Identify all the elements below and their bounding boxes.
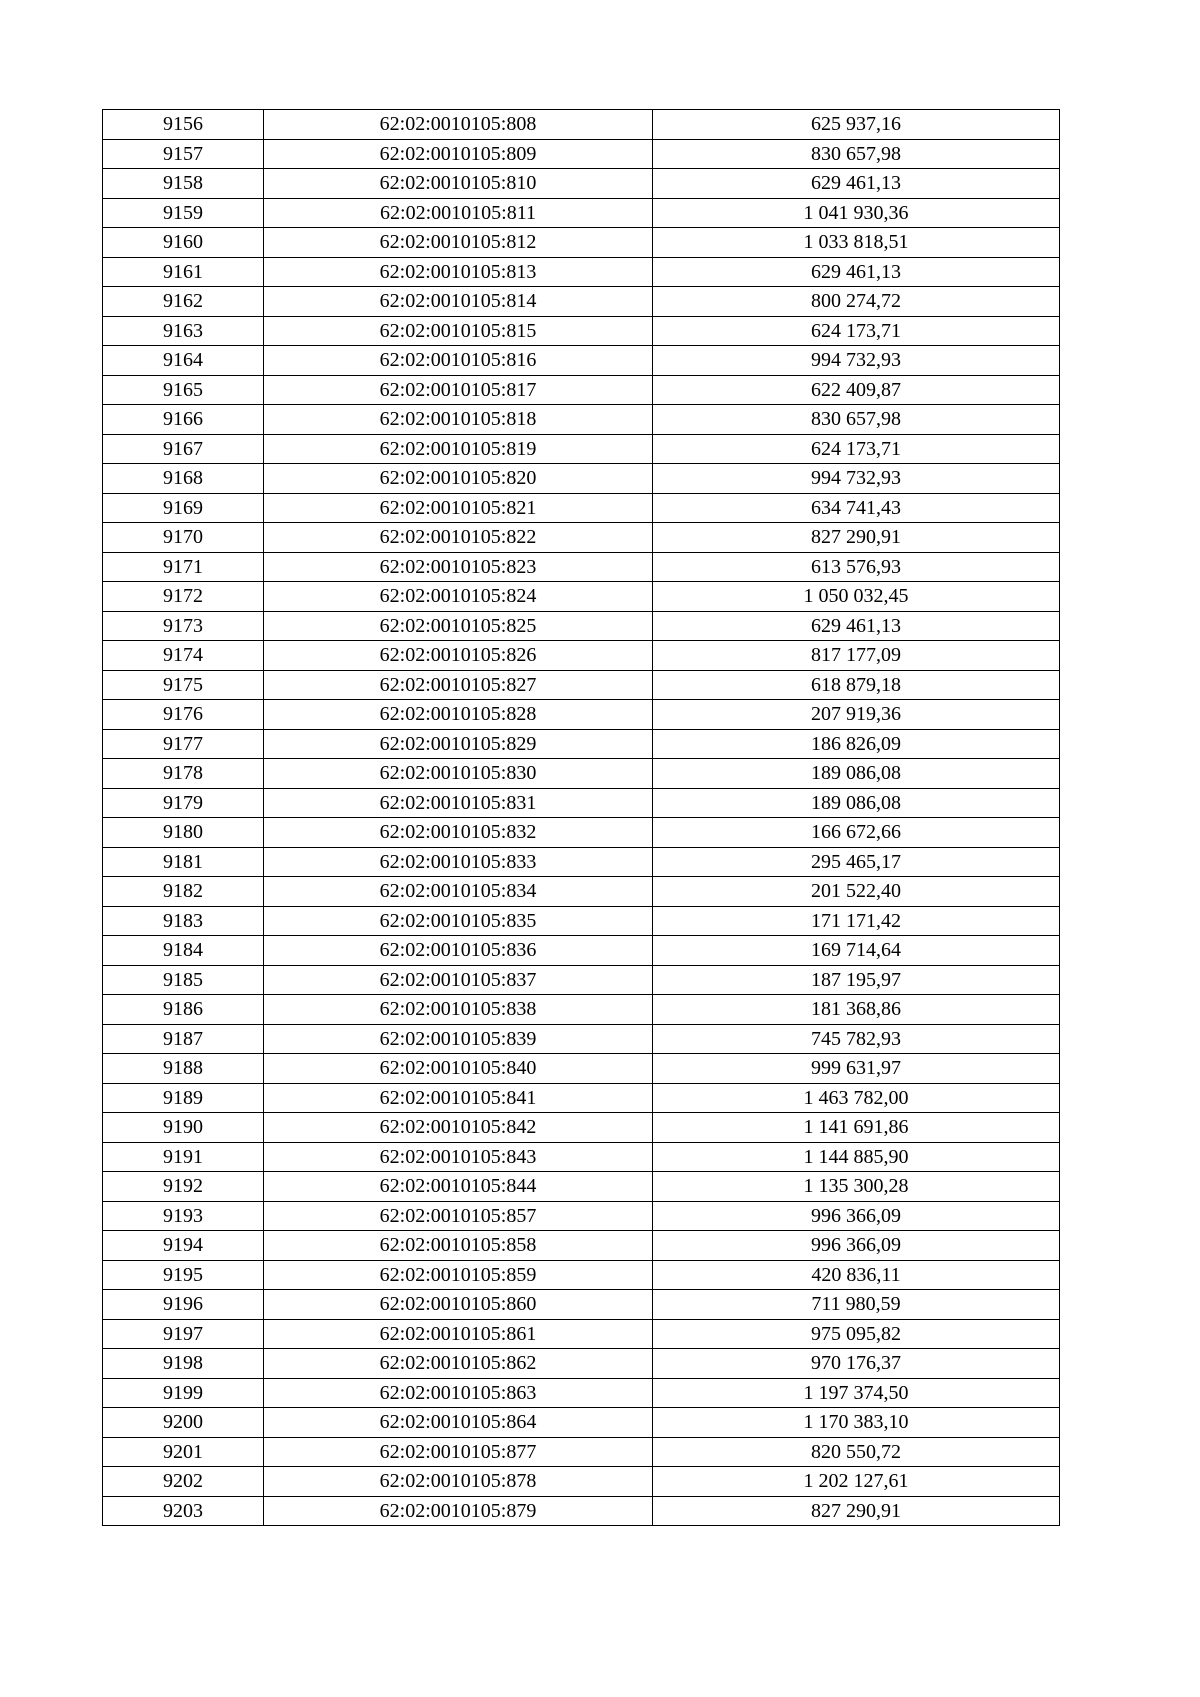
table-row <box>103 1113 1060 1143</box>
row-number-cell: 9203 <box>103 1496 264 1526</box>
cadastral-number-cell: 62:02:0010105:810 <box>264 169 653 199</box>
row-number-cell: 9161 <box>103 257 264 287</box>
table-row <box>103 995 1060 1025</box>
cadastral-number-cell: 62:02:0010105:863 <box>264 1378 653 1408</box>
value-cell: 207 919,36 <box>653 700 1060 730</box>
cadastral-number-cell: 62:02:0010105:858 <box>264 1231 653 1261</box>
value-cell: 975 095,82 <box>653 1319 1060 1349</box>
row-number-cell: 9180 <box>103 818 264 848</box>
value-cell: 745 782,93 <box>653 1024 1060 1054</box>
value-cell: 830 657,98 <box>653 139 1060 169</box>
value-cell: 1 170 383,10 <box>653 1408 1060 1438</box>
cadastral-number-cell: 62:02:0010105:838 <box>264 995 653 1025</box>
table-row <box>103 1319 1060 1349</box>
table-row <box>103 965 1060 995</box>
value-cell: 181 368,86 <box>653 995 1060 1025</box>
cadastral-number-cell: 62:02:0010105:843 <box>264 1142 653 1172</box>
row-number-cell: 9178 <box>103 759 264 789</box>
table-row <box>103 611 1060 641</box>
cadastral-number-cell: 62:02:0010105:814 <box>264 287 653 317</box>
value-cell: 1 050 032,45 <box>653 582 1060 612</box>
cadastral-number-cell: 62:02:0010105:831 <box>264 788 653 818</box>
cadastral-number-cell: 62:02:0010105:822 <box>264 523 653 553</box>
table-row <box>103 1172 1060 1202</box>
value-cell: 970 176,37 <box>653 1349 1060 1379</box>
cadastral-number-cell: 62:02:0010105:859 <box>264 1260 653 1290</box>
table-row <box>103 1142 1060 1172</box>
row-number-cell: 9202 <box>103 1467 264 1497</box>
table-row <box>103 1378 1060 1408</box>
row-number-cell: 9169 <box>103 493 264 523</box>
value-cell: 1 463 782,00 <box>653 1083 1060 1113</box>
cadastral-number-cell: 62:02:0010105:815 <box>264 316 653 346</box>
row-number-cell: 9160 <box>103 228 264 258</box>
table-body <box>103 110 1060 1526</box>
cadastral-number-cell: 62:02:0010105:827 <box>264 670 653 700</box>
cadastral-number-cell: 62:02:0010105:837 <box>264 965 653 995</box>
table-row <box>103 1467 1060 1497</box>
table-row <box>103 877 1060 907</box>
table-row <box>103 375 1060 405</box>
cadastral-number-cell: 62:02:0010105:840 <box>264 1054 653 1084</box>
table-row <box>103 1496 1060 1526</box>
row-number-cell: 9189 <box>103 1083 264 1113</box>
table-row <box>103 729 1060 759</box>
row-number-cell: 9158 <box>103 169 264 199</box>
value-cell: 622 409,87 <box>653 375 1060 405</box>
cadastral-number-cell: 62:02:0010105:823 <box>264 552 653 582</box>
value-cell: 1 033 818,51 <box>653 228 1060 258</box>
cadastral-number-cell: 62:02:0010105:879 <box>264 1496 653 1526</box>
cadastral-number-cell: 62:02:0010105:819 <box>264 434 653 464</box>
table-row <box>103 1083 1060 1113</box>
value-cell: 629 461,13 <box>653 611 1060 641</box>
cadastral-number-cell: 62:02:0010105:826 <box>264 641 653 671</box>
table-row <box>103 1024 1060 1054</box>
row-number-cell: 9177 <box>103 729 264 759</box>
value-cell: 827 290,91 <box>653 523 1060 553</box>
row-number-cell: 9176 <box>103 700 264 730</box>
table-row <box>103 1349 1060 1379</box>
table-row <box>103 1260 1060 1290</box>
table-row <box>103 847 1060 877</box>
value-cell: 169 714,64 <box>653 936 1060 966</box>
cadastral-number-cell: 62:02:0010105:835 <box>264 906 653 936</box>
cadastral-number-cell: 62:02:0010105:834 <box>264 877 653 907</box>
row-number-cell: 9179 <box>103 788 264 818</box>
value-cell: 994 732,93 <box>653 464 1060 494</box>
value-cell: 994 732,93 <box>653 346 1060 376</box>
table-row <box>103 582 1060 612</box>
cadastral-number-cell: 62:02:0010105:816 <box>264 346 653 376</box>
cadastral-number-cell: 62:02:0010105:857 <box>264 1201 653 1231</box>
row-number-cell: 9190 <box>103 1113 264 1143</box>
row-number-cell: 9164 <box>103 346 264 376</box>
cadastral-number-cell: 62:02:0010105:839 <box>264 1024 653 1054</box>
value-cell: 1 041 930,36 <box>653 198 1060 228</box>
value-cell: 618 879,18 <box>653 670 1060 700</box>
table-row <box>103 936 1060 966</box>
table-row <box>103 1290 1060 1320</box>
row-number-cell: 9197 <box>103 1319 264 1349</box>
value-cell: 629 461,13 <box>653 169 1060 199</box>
value-cell: 830 657,98 <box>653 405 1060 435</box>
cadastral-number-cell: 62:02:0010105:809 <box>264 139 653 169</box>
row-number-cell: 9156 <box>103 110 264 140</box>
row-number-cell: 9193 <box>103 1201 264 1231</box>
value-cell: 711 980,59 <box>653 1290 1060 1320</box>
row-number-cell: 9201 <box>103 1437 264 1467</box>
row-number-cell: 9166 <box>103 405 264 435</box>
row-number-cell: 9183 <box>103 906 264 936</box>
table-row <box>103 552 1060 582</box>
cadastral-number-cell: 62:02:0010105:861 <box>264 1319 653 1349</box>
cadastral-number-cell: 62:02:0010105:820 <box>264 464 653 494</box>
value-cell: 625 937,16 <box>653 110 1060 140</box>
table-row <box>103 198 1060 228</box>
table-row <box>103 405 1060 435</box>
value-cell: 629 461,13 <box>653 257 1060 287</box>
table-row <box>103 434 1060 464</box>
cadastral-number-cell: 62:02:0010105:830 <box>264 759 653 789</box>
row-number-cell: 9173 <box>103 611 264 641</box>
row-number-cell: 9187 <box>103 1024 264 1054</box>
table-row <box>103 1231 1060 1261</box>
cadastral-number-cell: 62:02:0010105:833 <box>264 847 653 877</box>
value-cell: 187 195,97 <box>653 965 1060 995</box>
table-row <box>103 1054 1060 1084</box>
table-row <box>103 641 1060 671</box>
table-row <box>103 493 1060 523</box>
table-row <box>103 316 1060 346</box>
row-number-cell: 9196 <box>103 1290 264 1320</box>
value-cell: 1 197 374,50 <box>653 1378 1060 1408</box>
row-number-cell: 9200 <box>103 1408 264 1438</box>
cadastral-number-cell: 62:02:0010105:844 <box>264 1172 653 1202</box>
value-cell: 613 576,93 <box>653 552 1060 582</box>
table-row <box>103 1201 1060 1231</box>
value-cell: 295 465,17 <box>653 847 1060 877</box>
table-row <box>103 110 1060 140</box>
table-row <box>103 346 1060 376</box>
value-cell: 996 366,09 <box>653 1231 1060 1261</box>
table-row <box>103 818 1060 848</box>
row-number-cell: 9194 <box>103 1231 264 1261</box>
row-number-cell: 9157 <box>103 139 264 169</box>
row-number-cell: 9199 <box>103 1378 264 1408</box>
value-cell: 624 173,71 <box>653 316 1060 346</box>
row-number-cell: 9188 <box>103 1054 264 1084</box>
cadastral-number-cell: 62:02:0010105:829 <box>264 729 653 759</box>
row-number-cell: 9172 <box>103 582 264 612</box>
cadastral-number-cell: 62:02:0010105:821 <box>264 493 653 523</box>
table-row <box>103 1437 1060 1467</box>
cadastral-number-cell: 62:02:0010105:812 <box>264 228 653 258</box>
cadastral-number-cell: 62:02:0010105:818 <box>264 405 653 435</box>
row-number-cell: 9163 <box>103 316 264 346</box>
row-number-cell: 9165 <box>103 375 264 405</box>
row-number-cell: 9170 <box>103 523 264 553</box>
cadastral-number-cell: 62:02:0010105:877 <box>264 1437 653 1467</box>
value-cell: 1 202 127,61 <box>653 1467 1060 1497</box>
cadastral-number-cell: 62:02:0010105:862 <box>264 1349 653 1379</box>
value-cell: 1 141 691,86 <box>653 1113 1060 1143</box>
value-cell: 186 826,09 <box>653 729 1060 759</box>
value-cell: 634 741,43 <box>653 493 1060 523</box>
row-number-cell: 9167 <box>103 434 264 464</box>
row-number-cell: 9191 <box>103 1142 264 1172</box>
value-cell: 166 672,66 <box>653 818 1060 848</box>
row-number-cell: 9198 <box>103 1349 264 1379</box>
table-row <box>103 670 1060 700</box>
value-cell: 996 366,09 <box>653 1201 1060 1231</box>
row-number-cell: 9182 <box>103 877 264 907</box>
row-number-cell: 9186 <box>103 995 264 1025</box>
table-row <box>103 906 1060 936</box>
cadastral-number-cell: 62:02:0010105:860 <box>264 1290 653 1320</box>
cadastral-number-cell: 62:02:0010105:842 <box>264 1113 653 1143</box>
table-row <box>103 700 1060 730</box>
value-cell: 1 144 885,90 <box>653 1142 1060 1172</box>
row-number-cell: 9185 <box>103 965 264 995</box>
cadastral-number-cell: 62:02:0010105:832 <box>264 818 653 848</box>
table-row <box>103 1408 1060 1438</box>
cadastral-value-table <box>102 109 1060 1526</box>
table-row <box>103 464 1060 494</box>
table-row <box>103 169 1060 199</box>
table-row <box>103 523 1060 553</box>
row-number-cell: 9192 <box>103 1172 264 1202</box>
value-cell: 420 836,11 <box>653 1260 1060 1290</box>
row-number-cell: 9159 <box>103 198 264 228</box>
table-row <box>103 139 1060 169</box>
cadastral-number-cell: 62:02:0010105:828 <box>264 700 653 730</box>
row-number-cell: 9195 <box>103 1260 264 1290</box>
cadastral-number-cell: 62:02:0010105:841 <box>264 1083 653 1113</box>
row-number-cell: 9162 <box>103 287 264 317</box>
value-cell: 201 522,40 <box>653 877 1060 907</box>
cadastral-number-cell: 62:02:0010105:825 <box>264 611 653 641</box>
value-cell: 820 550,72 <box>653 1437 1060 1467</box>
value-cell: 1 135 300,28 <box>653 1172 1060 1202</box>
table-row <box>103 788 1060 818</box>
row-number-cell: 9175 <box>103 670 264 700</box>
cadastral-number-cell: 62:02:0010105:813 <box>264 257 653 287</box>
value-cell: 800 274,72 <box>653 287 1060 317</box>
table-row <box>103 228 1060 258</box>
row-number-cell: 9181 <box>103 847 264 877</box>
row-number-cell: 9184 <box>103 936 264 966</box>
value-cell: 189 086,08 <box>653 788 1060 818</box>
value-cell: 817 177,09 <box>653 641 1060 671</box>
value-cell: 827 290,91 <box>653 1496 1060 1526</box>
cadastral-number-cell: 62:02:0010105:817 <box>264 375 653 405</box>
value-cell: 624 173,71 <box>653 434 1060 464</box>
cadastral-number-cell: 62:02:0010105:864 <box>264 1408 653 1438</box>
table-row <box>103 759 1060 789</box>
table-row <box>103 257 1060 287</box>
cadastral-number-cell: 62:02:0010105:878 <box>264 1467 653 1497</box>
cadastral-number-cell: 62:02:0010105:824 <box>264 582 653 612</box>
row-number-cell: 9174 <box>103 641 264 671</box>
cadastral-number-cell: 62:02:0010105:811 <box>264 198 653 228</box>
value-cell: 171 171,42 <box>653 906 1060 936</box>
table-row <box>103 287 1060 317</box>
cadastral-number-cell: 62:02:0010105:808 <box>264 110 653 140</box>
value-cell: 189 086,08 <box>653 759 1060 789</box>
row-number-cell: 9168 <box>103 464 264 494</box>
row-number-cell: 9171 <box>103 552 264 582</box>
value-cell: 999 631,97 <box>653 1054 1060 1084</box>
cadastral-number-cell: 62:02:0010105:836 <box>264 936 653 966</box>
